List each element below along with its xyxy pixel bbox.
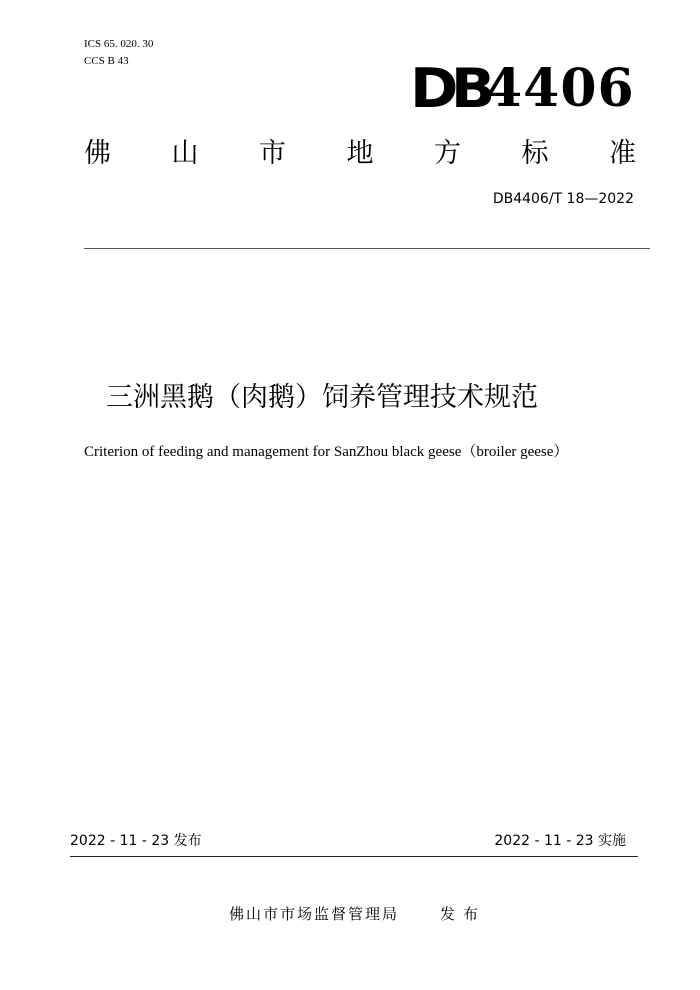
standard-type-title <box>84 136 636 172</box>
logo-prefix: DB <box>410 57 488 120</box>
ics-code: ICS 65. 020. 30 <box>84 38 154 50</box>
issuer-action: 发布 <box>440 905 487 923</box>
header-divider <box>84 248 650 249</box>
standard-type-char: 标 <box>521 138 549 169</box>
standard-code: DB4406/T 18—2022 <box>492 191 634 207</box>
standard-type-char: 佛 <box>84 138 111 169</box>
standard-type-char: 方 <box>434 138 461 169</box>
implement-date: 2022 - 11 - 23 实施 <box>494 833 626 849</box>
ccs-code: CCS B 43 <box>84 55 129 67</box>
title-english: Criterion of feeding and management for SanZhou black geese（broiler geese） <box>84 444 569 460</box>
standard-type-char: 市 <box>259 138 286 169</box>
logo-number: 4406 <box>486 58 635 119</box>
db-logo <box>410 57 635 120</box>
standard-type-char: 准 <box>609 138 636 169</box>
publish-date: 2022 - 11 - 23 发布 <box>70 833 202 849</box>
issuer-name: 佛山市市场监督管理局 <box>229 905 400 923</box>
title-chinese: 三洲黑鹅（肉鹅）饲养管理技术规范 <box>106 382 538 413</box>
standard-type-char: 地 <box>346 138 374 169</box>
standard-type-char: 山 <box>171 138 199 169</box>
footer-divider <box>70 856 638 857</box>
